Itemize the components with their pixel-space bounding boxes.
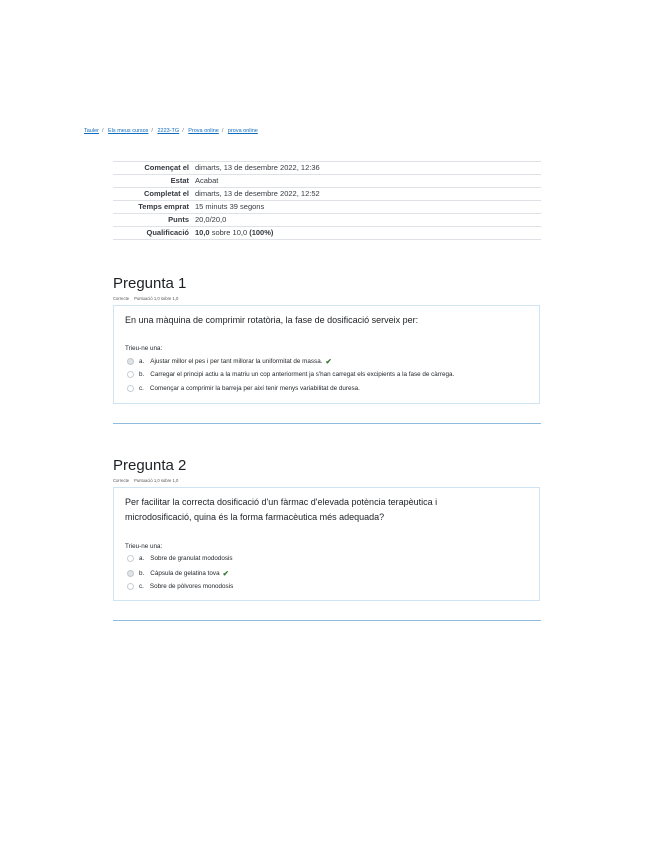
answer-text: Sobre de pòlvores monodosis (149, 583, 234, 590)
question-1-answer-a[interactable] (127, 357, 332, 366)
question-divider (113, 620, 541, 621)
answer-letter: c. (139, 385, 144, 392)
radio-button[interactable] (127, 371, 134, 378)
answer-text: Sobre de granulat mododosis (150, 555, 233, 562)
answer-letter: a. (139, 358, 145, 365)
summary-label: Començat el (113, 162, 195, 175)
question-1-answer-b[interactable] (127, 371, 454, 378)
question-2-prompt: Trieu-ne una: (125, 543, 163, 550)
summary-row-started (113, 162, 541, 175)
summary-row-state (113, 175, 541, 188)
question-2-answer-a[interactable] (127, 555, 233, 562)
radio-button[interactable] (127, 583, 134, 590)
grade-number: 10,0 (195, 228, 210, 237)
summary-value: Acabat (195, 175, 541, 188)
check-icon: ✔ (325, 357, 332, 366)
question-2-text-line-1: Per facilitar la correcta dosificació d'un fàrmac d'elevada potència terapèutica i (125, 497, 438, 507)
summary-value: 15 minuts 39 segons (195, 201, 541, 214)
radio-button[interactable] (127, 555, 134, 562)
grade-out-of: sobre 10,0 (209, 228, 250, 237)
question-2-answer-b[interactable] (127, 569, 229, 578)
summary-label: Punts (113, 214, 195, 227)
question-2-title: Pregunta 2 (113, 457, 187, 474)
summary-label: Temps emprat (113, 201, 195, 214)
answer-letter: b. (139, 570, 145, 577)
breadcrumb-quiz[interactable]: prova online (227, 128, 258, 134)
breadcrumb: Tauler / Els meus cursos / 2223-TG / Prova online / prova online (84, 128, 258, 134)
radio-button[interactable] (127, 385, 134, 392)
question-1-prompt: Trieu-ne una: (125, 345, 163, 352)
summary-value: dimarts, 13 de desembre 2022, 12:52 (195, 188, 541, 201)
summary-row-marks (113, 214, 541, 227)
question-2-info (113, 478, 178, 483)
question-1-text: En una màquina de comprimir rotatòria, la fase de dosificació serveix per: (125, 315, 419, 325)
summary-row-grade (113, 227, 541, 240)
summary-grade-value (195, 227, 541, 240)
breadcrumb-my-courses[interactable]: Els meus cursos (108, 128, 149, 134)
answer-letter: a. (139, 555, 145, 562)
question-2-box (113, 487, 540, 601)
question-1-answer-c[interactable] (127, 385, 360, 392)
question-1-state: Correcte (113, 296, 130, 301)
summary-row-completed (113, 188, 541, 201)
radio-button[interactable] (127, 358, 134, 365)
question-1-info (113, 296, 178, 301)
question-2-state: Correcte (113, 478, 130, 483)
question-1-box (113, 305, 540, 404)
summary-label: Qualificació (113, 227, 195, 240)
answer-letter: c. (139, 583, 144, 590)
radio-button[interactable] (127, 570, 134, 577)
answer-text: Ajustar millor el pes i per tant millorar la uniformitat de massa. (150, 358, 323, 365)
check-icon: ✔ (222, 569, 229, 578)
question-2-grade: Puntuació 1,0 sobre 1,0 (134, 478, 179, 483)
grade-percent: (100%) (249, 228, 274, 237)
question-2-answer-c[interactable] (127, 583, 233, 590)
summary-label: Estat (113, 175, 195, 188)
attempt-summary-table (113, 161, 541, 240)
breadcrumb-dashboard[interactable]: Tauler (84, 128, 99, 134)
summary-label: Completat el (113, 188, 195, 201)
summary-value: 20,0/20,0 (195, 214, 541, 227)
breadcrumb-course[interactable]: 2223-TG (157, 128, 180, 134)
answer-text: Començar a comprimir la barreja per així tenir menys variabilitat de duresa. (149, 385, 360, 392)
answer-letter: b. (139, 371, 145, 378)
summary-value: dimarts, 13 de desembre 2022, 12:36 (195, 162, 541, 175)
breadcrumb-section[interactable]: Prova online (188, 128, 219, 134)
question-2-text-line-2: microdosificació, quina és la forma farmacèutica més adequada? (125, 512, 385, 522)
answer-text: Càpsula de gelatina tova (150, 570, 220, 577)
answer-text: Carregar el principi actiu a la matriu un cop anteriorment ja s'han carregat els excipients a la fase de càrrega. (150, 371, 455, 378)
question-1-title: Pregunta 1 (113, 275, 187, 292)
summary-row-time-taken (113, 201, 541, 214)
question-divider (113, 423, 541, 424)
question-1-grade: Puntuació 1,0 sobre 1,0 (134, 296, 179, 301)
